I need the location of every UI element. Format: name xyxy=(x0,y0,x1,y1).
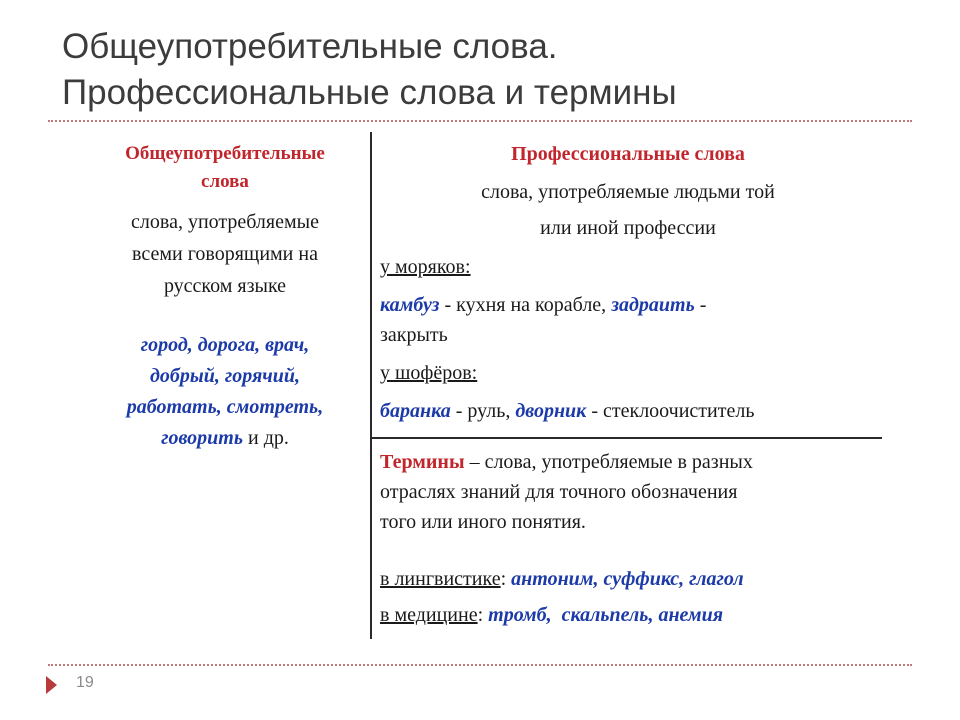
linguistics-examples: в лингвистике: антоним, суффикс, глагол xyxy=(380,568,744,590)
triangle-bullet-icon xyxy=(46,676,57,694)
slide-title xyxy=(62,24,922,116)
page-number: 19 xyxy=(76,674,94,691)
terms-definition: Термины – слова, употребляемые в разных отраслях знаний для точного обозначения того или иного понятия. xyxy=(380,451,753,533)
drivers-examples: баранка - руль, дворник - стеклоочиститель xyxy=(380,400,755,422)
professional-words-definition: слова, употребляемые людьми той или иной профессии xyxy=(481,181,775,239)
professional-words-heading: Профессиональные слова xyxy=(511,143,745,165)
sailors-examples: камбуз - кухня на корабле, задраить - xyxy=(380,294,707,316)
title-line-1: Общеупотребительные слова. xyxy=(62,27,558,66)
common-words-column xyxy=(80,140,370,454)
bottom-divider xyxy=(48,664,912,666)
section-divider xyxy=(370,437,882,439)
medicine-examples: в медицине: тромб, скальпель, анемия xyxy=(380,604,724,626)
sailors-label: у моряков: xyxy=(380,256,471,278)
terms-heading: Термины xyxy=(380,451,465,473)
common-words-examples: город, дорога, врач, добрый, горячий, работать, смотреть, говорить и др. xyxy=(126,334,324,449)
drivers-label: у шофёров: xyxy=(380,362,478,384)
title-line-2: Профессиональные слова и термины xyxy=(62,73,677,112)
sailors-examples-cont: закрыть xyxy=(380,324,448,346)
top-divider xyxy=(48,120,912,122)
common-words-heading: Общеупотребительные слова xyxy=(125,143,325,192)
column-divider xyxy=(370,132,372,639)
common-words-definition: слова, употребляемые всеми говорящими на русском языке xyxy=(131,211,319,297)
